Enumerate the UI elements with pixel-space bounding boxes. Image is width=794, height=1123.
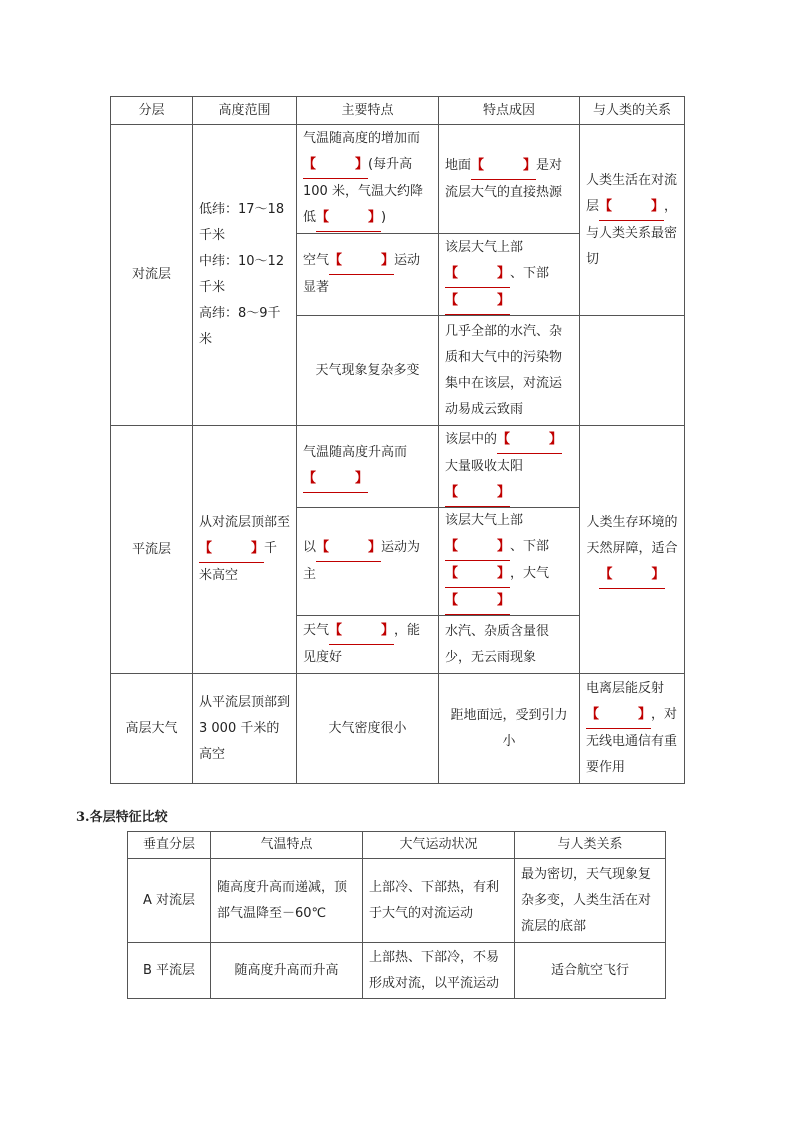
header-causes: 特点成因 xyxy=(439,97,580,125)
table-row xyxy=(128,943,666,999)
answer-blank: 【 】 xyxy=(497,432,562,447)
answer-blank: 【 】 xyxy=(199,541,264,556)
row-temperature: 随高度升高而递减，顶部气温降至－60℃ xyxy=(211,859,363,943)
troposphere-feature-2: 空气【 】运动显著 xyxy=(297,234,439,316)
troposphere-relation: 人类生活在对流层【 】，与人类关系最密切 xyxy=(580,125,685,316)
stratosphere-feature-3: 天气【 】，能见度好 xyxy=(297,616,439,674)
troposphere-feature-1: 气温随高度的增加而【 】(每升高 100 米，气温大约降低【 】) xyxy=(297,125,439,234)
row-relation: 最为密切，天气现象复杂多变，人类生活在对流层的底部 xyxy=(515,859,666,943)
answer-blank: 【 】 xyxy=(445,293,510,308)
answer-blank: 【 】 xyxy=(445,593,510,608)
header-temperature: 气温特点 xyxy=(211,832,363,859)
row-layer: B 平流层 xyxy=(128,943,211,999)
row-layer: A 对流层 xyxy=(128,859,211,943)
answer-blank: 【 】 xyxy=(586,707,651,722)
stratosphere-cause-1: 该层中的【 】大量吸收太阳 【 】 xyxy=(439,426,580,508)
answer-blank: 【 】 xyxy=(445,539,510,554)
answer-blank: 【 】 xyxy=(445,566,510,581)
layer-troposphere: 对流层 xyxy=(111,125,193,426)
stratosphere-feature-2: 以【 】运动为主 xyxy=(297,508,439,616)
troposphere-cause-1: 地面【 】是对流层大气的直接热源 xyxy=(439,125,580,234)
table-header-row xyxy=(128,832,666,859)
layer-upper-atmosphere: 高层大气 xyxy=(111,674,193,784)
troposphere-cause-3: 几乎全部的水汽、杂质和大气中的污染物集中在该层，对流运动易成云致雨 xyxy=(439,316,580,426)
stratosphere-height: 从对流层顶部至【 】千米高空 xyxy=(193,426,297,674)
stratosphere-relation: 人类生存环境的天然屏障，适合 【 】 xyxy=(580,426,685,674)
row-motion: 上部热、下部冷，不易形成对流，以平流运动 xyxy=(363,943,515,999)
header-human-relation: 与人类关系 xyxy=(515,832,666,859)
header-layer: 分层 xyxy=(111,97,193,125)
answer-blank: 【 】 xyxy=(445,266,510,281)
row-motion: 上部冷、下部热，有利于大气的对流运动 xyxy=(363,859,515,943)
header-vertical-layer: 垂直分层 xyxy=(128,832,211,859)
stratosphere-feature-1: 气温随高度升高而 【 】 xyxy=(297,426,439,508)
answer-blank: 【 】 xyxy=(599,199,664,214)
answer-blank: 【 】 xyxy=(303,471,368,486)
troposphere-feature-3: 天气现象复杂多变 xyxy=(297,316,439,426)
stratosphere-cause-2: 该层大气上部 【 】、下部 【 】，大气 【 】 xyxy=(439,508,580,616)
answer-blank: 【 】 xyxy=(316,540,381,555)
answer-blank: 【 】 xyxy=(316,210,381,225)
table-row xyxy=(111,125,685,234)
answer-blank: 【 】 xyxy=(445,485,510,500)
row-temperature: 随高度升高而升高 xyxy=(211,943,363,999)
table-header-row xyxy=(111,97,685,125)
table-row xyxy=(111,426,685,508)
answer-blank: 【 】 xyxy=(329,623,394,638)
height-mid-lat: 中纬：10～12千米 xyxy=(199,254,285,295)
header-motion: 大气运动状况 xyxy=(363,832,515,859)
upper-relation: 电离层能反射【 】，对无线电通信有重要作用 xyxy=(580,674,685,784)
header-relation: 与人类的关系 xyxy=(580,97,685,125)
height-low-lat: 低纬：17～18千米 xyxy=(199,202,285,243)
answer-blank: 【 】 xyxy=(303,157,368,172)
upper-height: 从平流层顶部到 3 000 千米的高空 xyxy=(193,674,297,784)
layer-stratosphere: 平流层 xyxy=(111,426,193,674)
height-high-lat: 高纬：8～9千米 xyxy=(199,306,281,347)
troposphere-height xyxy=(193,125,297,426)
stratosphere-cause-3: 水汽、杂质含量很少，无云雨现象 xyxy=(439,616,580,674)
troposphere-cause-2: 该层大气上部 【 】、下部 【 】 xyxy=(439,234,580,316)
feature-text: 气温随高度的增加而 xyxy=(303,131,421,146)
table-row xyxy=(111,674,685,784)
feature-text: (每升高 100 米，气温大约降低 xyxy=(303,157,423,225)
upper-cause: 距地面远，受到引力小 xyxy=(439,674,580,784)
header-features: 主要特点 xyxy=(297,97,439,125)
upper-feature: 大气密度很小 xyxy=(297,674,439,784)
answer-blank: 【 】 xyxy=(329,253,394,268)
table-row xyxy=(128,859,666,943)
atmosphere-layers-table xyxy=(110,96,685,784)
troposphere-relation-empty xyxy=(580,316,685,426)
row-relation: 适合航空飞行 xyxy=(515,943,666,999)
answer-blank: 【 】 xyxy=(471,158,536,173)
layer-comparison-table xyxy=(127,831,666,999)
section-title: 3.各层特征比较 xyxy=(76,810,168,825)
header-height: 高度范围 xyxy=(193,97,297,125)
answer-blank: 【 】 xyxy=(599,567,664,582)
